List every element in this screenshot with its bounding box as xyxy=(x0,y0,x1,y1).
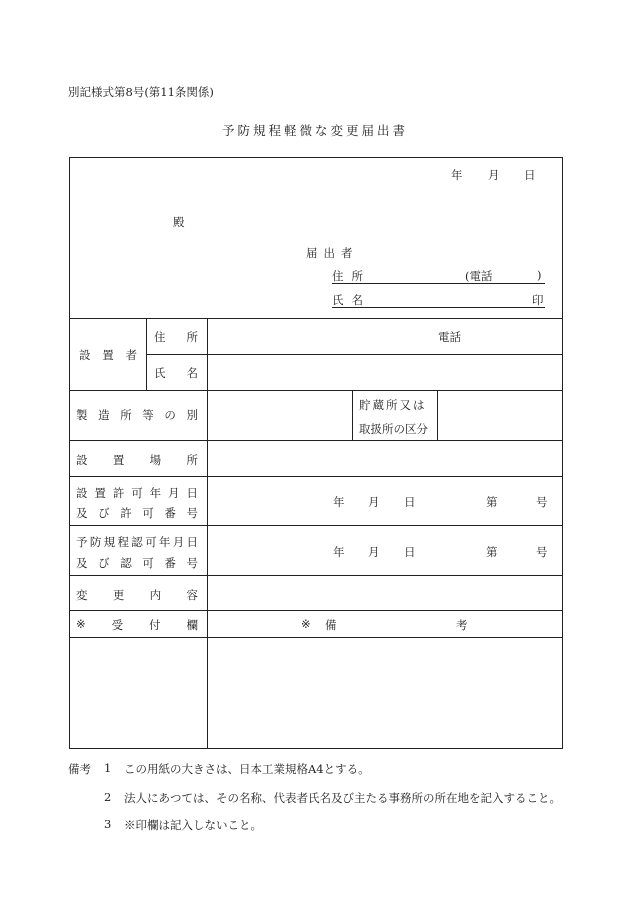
notifier-label: 届出者 xyxy=(306,246,359,260)
installer-label: 設 置 者 xyxy=(79,348,137,362)
remarks-label-char2: 考 xyxy=(456,618,468,632)
permit-month: 月 xyxy=(368,495,380,509)
remarks-label-char1: 備 xyxy=(325,618,337,632)
address-label: 住所 xyxy=(332,269,371,283)
date-day: 日 xyxy=(524,168,536,182)
location-label: 設 置 場 所 xyxy=(76,453,198,467)
installer-address-label: 住 所 xyxy=(154,330,198,344)
note-2-number: 2 xyxy=(104,790,112,804)
installer-phone-label: 電話 xyxy=(438,330,461,344)
permit-label-line1: 設 置 許 可 年 月 日 xyxy=(76,486,198,500)
note-1-text: この用紙の大きさは、日本工業規格A4とする。 xyxy=(124,762,370,776)
remarks-mark: ※ xyxy=(301,617,311,631)
approval-number-prefix: 第 xyxy=(486,545,498,559)
permit-label-line2: 及 び 許 可 番 号 xyxy=(76,506,198,520)
notes-label: 備考 xyxy=(68,762,91,776)
date-year: 年 xyxy=(451,168,463,182)
note-3-text: ※印欄は記入しないこと。 xyxy=(124,818,262,832)
storage-class-line1: 貯蔵所又は xyxy=(359,398,427,412)
note-2-text: 法人にあつては、その名称、代表者氏名及び主たる事務所の所在地を記入すること。 xyxy=(124,791,561,805)
date-month: 月 xyxy=(488,168,500,182)
approval-label-line1: 予 防 規 程 認 可 年 月 日 xyxy=(76,535,198,549)
approval-number-suffix: 号 xyxy=(536,545,548,559)
seal-mark: 印 xyxy=(532,293,544,307)
approval-day: 日 xyxy=(404,545,416,559)
facility-type-label: 製 造 所 等 の 別 xyxy=(76,408,198,422)
name-label: 氏名 xyxy=(332,293,371,307)
address-line xyxy=(332,268,545,284)
approval-year: 年 xyxy=(333,545,345,559)
phone-open: (電話 xyxy=(465,269,493,283)
approval-month: 月 xyxy=(368,545,380,559)
addressee-suffix: 殿 xyxy=(173,215,185,229)
permit-day: 日 xyxy=(404,495,416,509)
permit-year: 年 xyxy=(333,495,345,509)
permit-number-suffix: 号 xyxy=(536,495,548,509)
phone-close: ) xyxy=(537,268,542,282)
installer-name-label: 氏 名 xyxy=(154,366,198,380)
form-number: 別記様式第8号(第11条関係) xyxy=(68,85,214,99)
permit-number-prefix: 第 xyxy=(486,495,498,509)
reception-label: ※ 受 付 欄 xyxy=(76,617,198,632)
change-content-label: 変 更 内 容 xyxy=(76,588,198,602)
approval-label-line2: 及 び 認 可 番 号 xyxy=(76,556,198,570)
note-1-number: 1 xyxy=(104,761,112,775)
storage-class-line2: 取扱所の区分 xyxy=(359,422,428,436)
form-title: 予防規程軽微な変更届出書 xyxy=(221,123,408,138)
name-line xyxy=(332,292,545,308)
note-3-number: 3 xyxy=(104,817,112,831)
